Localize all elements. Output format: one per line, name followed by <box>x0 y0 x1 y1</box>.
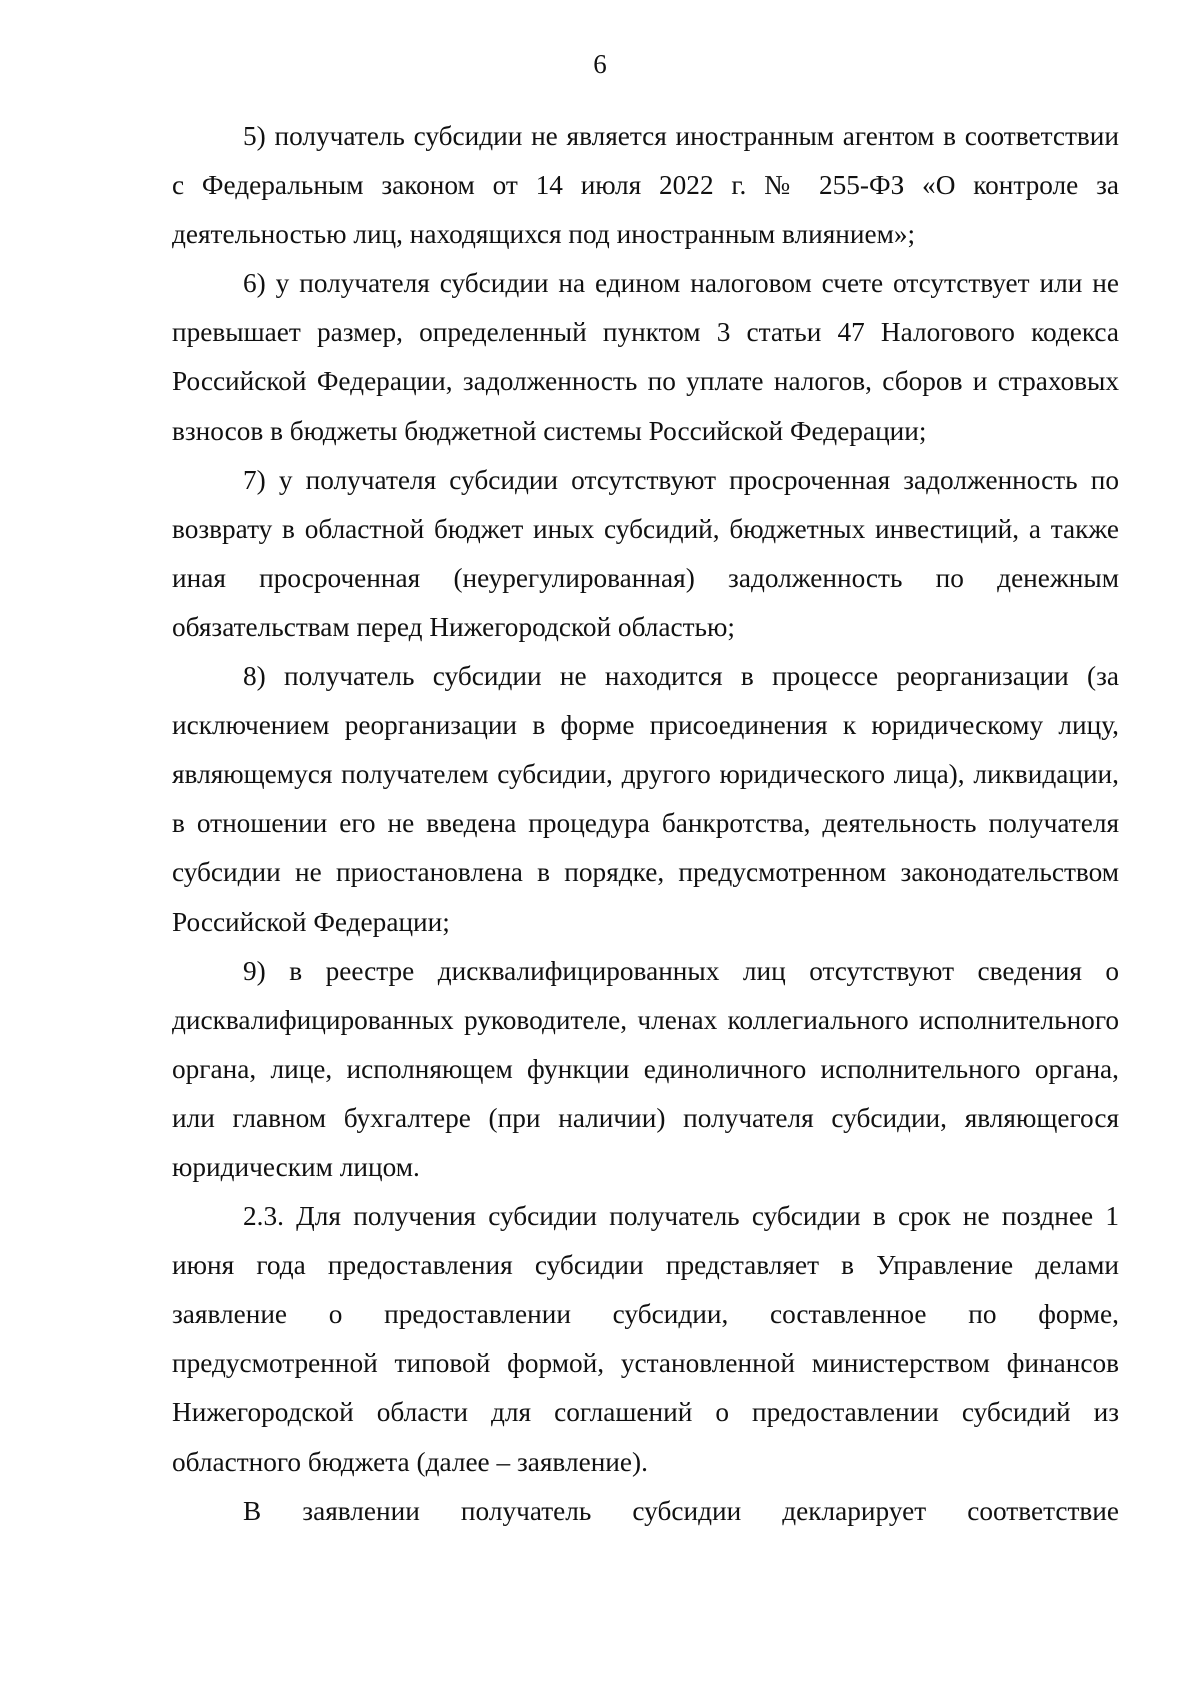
paragraph-item-7: 7) у получателя субсидии отсутствуют просроченная задолженность по возврату в областной бюджет иных субсидий, бюджетных инвестиций, а также иная просроченная (неурегулированная) задолженность по денежным обязательствам перед Нижегородской областью; <box>172 464 1119 642</box>
paragraph-item-5: 5) получатель субсидии не является иностранным агентом в соответствии с Федеральным законом от 14 июля 2022 г. № 255-ФЗ «О контроле за деятельностью лиц, находящихся под иностранным влиянием»; <box>172 121 1119 250</box>
paragraph-2-3: 2.3. Для получения субсидии получатель субсидии в срок не позднее 1 июня года предоставления субсидии представляет в Управление делами заявление о предоставлении субсидии, составленное по форме, предусмотренной типовой формой, установленной министерством финансов Нижегородской области для соглашений о предоставлении субсидий из областного бюджета (далее – заявление). <box>172 1201 1119 1477</box>
document-body <box>172 112 1119 1536</box>
paragraph-declaration: В заявлении получатель субсидии декларирует соответствие <box>243 1495 1119 1526</box>
paragraph-item-9: 9) в реестре дисквалифицированных лиц отсутствуют сведения о дисквалифицированных руководителе, членах коллегиального исполнительного органа, лице, исполняющем функции единоличного исполнительного органа, или главном бухгалтере (при наличии) получателя субсидии, являющегося юридическим лицом. <box>172 955 1119 1182</box>
paragraph-item-6: 6) у получателя субсидии на едином налоговом счете отсутствует или не превышает размер, определенный пунктом 3 статьи 47 Налогового кодекса Российской Федерации, задолженность по уплате налогов, сборов и страховых взносов в бюджеты бюджетной системы Российской Федерации; <box>172 268 1119 446</box>
page-number: 6 <box>593 49 607 79</box>
paragraph-item-8: 8) получатель субсидии не находится в процессе реорганизации (за исключением реорганизации в форме присоединения к юридическому лицу, являющемуся получателем субсидии, другого юридического лица), ликвидации, в отношении его не введена процедура банкротства, деятельность получателя субсидии не приостановлена в порядке, предусмотренном законодательством Российской Федерации; <box>172 661 1119 937</box>
